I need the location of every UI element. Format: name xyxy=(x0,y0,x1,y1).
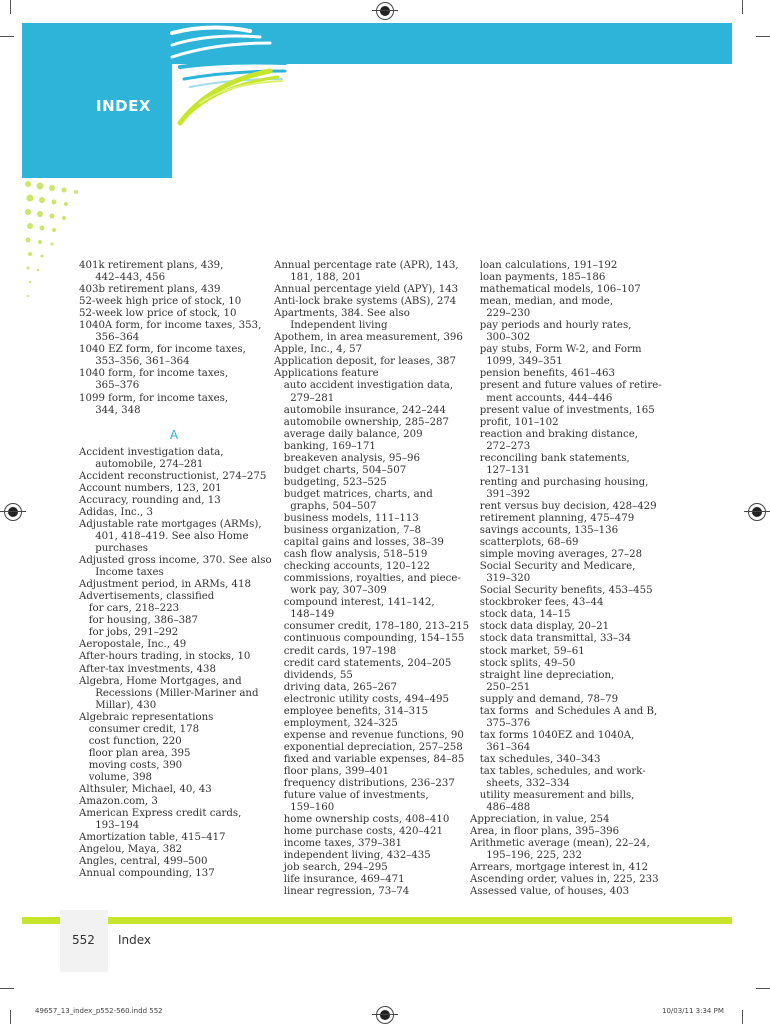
index-entry: auto accident investigation data, xyxy=(274,380,454,392)
index-entry: 1099 form, for income taxes, xyxy=(79,392,229,404)
index-entry: After-hours trading, in stocks, 10 xyxy=(79,651,251,663)
index-entry: 401k retirement plans, 439, xyxy=(79,260,224,271)
index-entry: cost function, 220 xyxy=(79,735,182,747)
index-entry: 279–281 xyxy=(274,392,335,404)
index-entry: Assessed value, of houses, 403 xyxy=(470,886,630,898)
index-entry: 127–131 xyxy=(470,464,531,476)
index-entry: Annual percentage yield (APY), 143 xyxy=(274,284,459,296)
registration-mark-bottom xyxy=(376,1006,394,1024)
index-entry: 1099, 349–351 xyxy=(470,356,563,368)
index-entry: savings accounts, 135–136 xyxy=(470,525,619,537)
index-entry: budget charts, 504–507 xyxy=(274,464,407,476)
index-entry: linear regression, 73–74 xyxy=(274,886,410,898)
index-entry: Angles, central, 499–500 xyxy=(79,856,208,868)
index-entry: 1040 EZ form, for income taxes, xyxy=(79,344,246,356)
index-entry: business models, 111–113 xyxy=(274,512,419,524)
index-entry: stock market, 59–61 xyxy=(470,645,585,657)
registration-mark-left xyxy=(4,503,22,521)
index-entry: home purchase costs, 420–421 xyxy=(274,826,443,838)
index-entry: average daily balance, 209 xyxy=(274,428,423,440)
index-entry: volume, 398 xyxy=(79,771,153,783)
crop-mark-top-left xyxy=(0,36,14,37)
index-entry: scatterplots, 68–69 xyxy=(470,537,579,549)
index-entry: Annual percentage rate (APR), 143, xyxy=(274,260,459,271)
index-entry: stock splits, 49–50 xyxy=(470,657,576,669)
footer-rule xyxy=(22,917,732,924)
index-entry: rent versus buy decision, 428–429 xyxy=(470,500,657,512)
index-entry: Apple, Inc., 4, 57 xyxy=(274,344,363,356)
index-entry: life insurance, 469–471 xyxy=(274,874,405,886)
index-entry: 486–488 xyxy=(470,802,531,814)
index-entry: 193–194 xyxy=(79,820,140,832)
index-entry: Independent living xyxy=(274,320,388,332)
index-entry: commissions, royalties, and piece- xyxy=(274,573,461,585)
index-entry: Amazon.com, 3 xyxy=(79,796,158,808)
index-entry: Accuracy, rounding and, 13 xyxy=(79,494,221,506)
index-entry: renting and purchasing housing, xyxy=(470,476,649,488)
index-entry: Advertisements, classified xyxy=(79,591,215,603)
index-entry: Adjustable rate mortgages (ARMs), xyxy=(79,518,262,530)
crop-mark-bottom-right-v xyxy=(742,1010,743,1024)
index-entry: 375–376 xyxy=(470,717,531,729)
index-entry: 52-week high price of stock, 10 xyxy=(79,296,242,308)
index-entry: ment accounts, 444–446 xyxy=(470,392,613,404)
index-entry: income taxes, 379–381 xyxy=(274,838,402,850)
index-entry: cash flow analysis, 518–519 xyxy=(274,549,428,561)
index-entry: floor plans, 399–401 xyxy=(274,765,389,777)
index-entry: After-tax investments, 438 xyxy=(79,663,216,675)
index-entry: work pay, 307–309 xyxy=(274,585,387,597)
index-entry: pay periods and hourly rates, xyxy=(470,320,632,332)
index-entry: Algebra, Home Mortgages, and xyxy=(79,675,242,687)
index-entry: consumer credit, 178 xyxy=(79,723,200,735)
index-entry: Area, in floor plans, 395–396 xyxy=(470,826,620,838)
index-entry: present and future values of retire- xyxy=(470,380,662,392)
index-entry: Arrears, mortgage interest in, 412 xyxy=(470,862,649,874)
index-entry: employment, 324–325 xyxy=(274,717,398,729)
index-entry: Amortization table, 415–417 xyxy=(79,832,226,844)
index-entry: Aeropostale, Inc., 49 xyxy=(79,639,187,651)
index-entry: Application deposit, for leases, 387 xyxy=(274,356,457,368)
index-entry: 272–273 xyxy=(470,440,531,452)
index-entry: tax forms 1040EZ and 1040A, xyxy=(470,729,635,741)
index-entry: consumer credit, 178–180, 213–215 xyxy=(274,621,470,633)
index-entry: for cars, 218–223 xyxy=(79,603,180,615)
index-entry: stockbroker fees, 43–44 xyxy=(470,597,604,609)
index-entry: 148–149 xyxy=(274,609,335,621)
index-entry: 361–364 xyxy=(470,741,531,753)
index-entry: present value of investments, 165 xyxy=(470,404,655,416)
index-entry: employee benefits, 314–315 xyxy=(274,705,429,717)
index-entry: job search, 294–295 xyxy=(274,862,388,874)
index-entry: business organization, 7–8 xyxy=(274,525,422,537)
index-entry: electronic utility costs, 494–495 xyxy=(274,693,449,705)
index-entry: simple moving averages, 27–28 xyxy=(470,549,643,561)
crop-mark-bottom-left xyxy=(0,988,14,989)
index-entry: Arithmetic average (mean), 22–24, xyxy=(470,838,650,850)
index-entry: reaction and braking distance, xyxy=(470,428,638,440)
index-entry: reconciling bank statements, xyxy=(470,452,630,464)
index-entry: 353–356, 361–364 xyxy=(79,356,190,368)
index-entry: 52-week low price of stock, 10 xyxy=(79,308,237,320)
index-entry: Social Security benefits, 453–455 xyxy=(470,585,653,597)
index-entry: independent living, 432–435 xyxy=(274,850,431,862)
index-entry: home ownership costs, 408–410 xyxy=(274,814,450,826)
index-entry: Social Security and Medicare, xyxy=(470,561,636,573)
index-entry: 365–376 xyxy=(79,380,140,392)
index-entry: budget matrices, charts, and xyxy=(274,488,433,500)
registration-mark-top xyxy=(376,2,394,20)
index-entry: Millar), 430 xyxy=(79,699,157,711)
index-entry: stock data display, 20–21 xyxy=(470,621,610,633)
index-entry: Apartments, 384. See also xyxy=(274,308,410,320)
index-entry: 195–196, 225, 232 xyxy=(470,850,583,862)
index-entry: floor plan area, 395 xyxy=(79,747,191,759)
index-entry: Adjusted gross income, 370. See also xyxy=(79,555,272,567)
index-entry: 1040A form, for income taxes, 353, xyxy=(79,320,262,332)
index-entry: Annual compounding, 137 xyxy=(79,868,215,880)
index-entry: for jobs, 291–292 xyxy=(79,627,179,639)
index-entry: Accident reconstructionist, 274–275 xyxy=(79,470,267,482)
index-entry: loan payments, 185–186 xyxy=(470,272,606,284)
column-3-entries xyxy=(470,260,680,898)
index-entry: tax tables, schedules, and work- xyxy=(470,765,646,777)
crop-mark-top-right xyxy=(756,36,770,37)
index-entry: Anti-lock brake systems (ABS), 274 xyxy=(274,296,457,308)
index-entry: future value of investments, xyxy=(274,790,429,802)
index-entry: 300–302 xyxy=(470,332,531,344)
index-entry: budgeting, 523–525 xyxy=(274,476,387,488)
index-entry: automobile ownership, 285–287 xyxy=(274,416,450,428)
index-entry: expense and revenue functions, 90 xyxy=(274,729,464,741)
index-entry: purchases xyxy=(79,543,148,555)
index-entry: moving costs, 390 xyxy=(79,759,183,771)
crop-mark-bottom-left-v xyxy=(10,1010,11,1024)
index-entry: Accident investigation data, xyxy=(79,446,224,458)
index-entry: 442–443, 456 xyxy=(79,272,166,284)
index-entry: stock data transmittal, 33–34 xyxy=(470,633,632,645)
index-column-2 xyxy=(274,260,469,898)
crop-mark-bottom-right xyxy=(756,988,770,989)
index-entry: breakeven analysis, 95–96 xyxy=(274,452,420,464)
index-entry: exponential depreciation, 257–258 xyxy=(274,741,463,753)
index-entry: straight line depreciation, xyxy=(470,669,615,681)
index-entry: for housing, 386–387 xyxy=(79,615,199,627)
index-entry: continuous compounding, 154–155 xyxy=(274,633,465,645)
index-entry: Adjustment period, in ARMs, 418 xyxy=(79,579,251,591)
crop-mark-top-left-v xyxy=(10,0,11,14)
index-entry: 344, 348 xyxy=(79,404,141,416)
index-entry: capital gains and losses, 38–39 xyxy=(274,537,444,549)
index-entry: 250–251 xyxy=(470,681,531,693)
column-2-entries xyxy=(274,260,469,898)
index-entry: 403b retirement plans, 439 xyxy=(79,284,221,296)
index-entry: 391–392 xyxy=(470,488,531,500)
index-entry: sheets, 332–334 xyxy=(470,778,570,790)
file-slug: 49657_13_index_p552-560.indd 552 xyxy=(35,1007,163,1015)
index-entry: frequency distributions, 236–237 xyxy=(274,778,455,790)
index-entry: graphs, 504–507 xyxy=(274,500,377,512)
index-entry: automobile insurance, 242–244 xyxy=(274,404,446,416)
index-entry: Income taxes xyxy=(79,567,164,579)
section-letter: A xyxy=(169,427,179,442)
index-column-3 xyxy=(470,260,680,898)
index-entry: driving data, 265–267 xyxy=(274,681,397,693)
numeric-entries xyxy=(79,260,269,417)
index-entry: mathematical models, 106–107 xyxy=(470,284,641,296)
running-footer-label: Index xyxy=(118,933,152,947)
index-entry: stock data, 14–15 xyxy=(470,609,571,621)
index-entry: tax schedules, 340–343 xyxy=(470,753,601,765)
index-entry: 401, 418–419. See also Home xyxy=(79,530,249,542)
index-entry: pension benefits, 461–463 xyxy=(470,368,615,380)
index-entry: tax forms and Schedules A and B, xyxy=(470,705,658,717)
registration-mark-right xyxy=(748,503,766,521)
page-number: 552 xyxy=(72,933,95,947)
index-entry: Ascending order, values in, 225, 233 xyxy=(470,874,659,886)
index-column-1 xyxy=(79,260,272,880)
index-entry: fixed and variable expenses, 84–85 xyxy=(274,753,465,765)
index-entry: Recessions (Miller-Mariner and xyxy=(79,687,259,699)
index-entry: loan calculations, 191–192 xyxy=(470,260,618,271)
index-entry: profit, 101–102 xyxy=(470,416,559,428)
index-entry: 319–320 xyxy=(470,573,531,585)
index-entry: banking, 169–171 xyxy=(274,440,376,452)
index-entry: mean, median, and mode, xyxy=(470,296,614,308)
index-entry: Appreciation, in value, 254 xyxy=(470,814,610,826)
index-entry: compound interest, 141–142, xyxy=(274,597,435,609)
index-entry: automobile, 274–281 xyxy=(79,458,204,470)
index-entry: Apothem, in area measurement, 396 xyxy=(274,332,463,344)
index-entry: checking accounts, 120–122 xyxy=(274,561,430,573)
index-entry: Angelou, Maya, 382 xyxy=(79,844,183,856)
index-entry: Adidas, Inc., 3 xyxy=(79,506,153,518)
index-entry: Account numbers, 123, 201 xyxy=(79,482,222,494)
index-entry: Algebraic representations xyxy=(79,711,214,723)
crop-mark-top-right-v xyxy=(742,0,743,14)
index-entry: credit card statements, 204–205 xyxy=(274,657,452,669)
index-entry: Applications feature xyxy=(274,368,379,380)
index-entry: 159–160 xyxy=(274,802,335,814)
index-entry: credit cards, 197–198 xyxy=(274,645,397,657)
index-entry: dividends, 55 xyxy=(274,669,353,681)
index-entry: 1040 form, for income taxes, xyxy=(79,368,229,380)
section-a-entries xyxy=(79,446,272,881)
index-entry: retirement planning, 475–479 xyxy=(470,512,635,524)
index-entry: 181, 188, 201 xyxy=(274,272,362,284)
index-entry: utility measurement and bills, xyxy=(470,790,635,802)
header-swoosh-graphic xyxy=(170,23,290,133)
index-entry: pay stubs, Form W-2, and Form xyxy=(470,344,642,356)
print-timestamp: 10/03/11 3:34 PM xyxy=(662,1007,724,1015)
index-entry: supply and demand, 78–79 xyxy=(470,693,619,705)
index-entry: 356–364 xyxy=(79,332,140,344)
index-entry: American Express credit cards, xyxy=(79,808,242,820)
page-title: INDEX xyxy=(96,97,151,115)
index-entry: Althsuler, Michael, 40, 43 xyxy=(79,783,212,795)
index-entry: 229–230 xyxy=(470,308,531,320)
